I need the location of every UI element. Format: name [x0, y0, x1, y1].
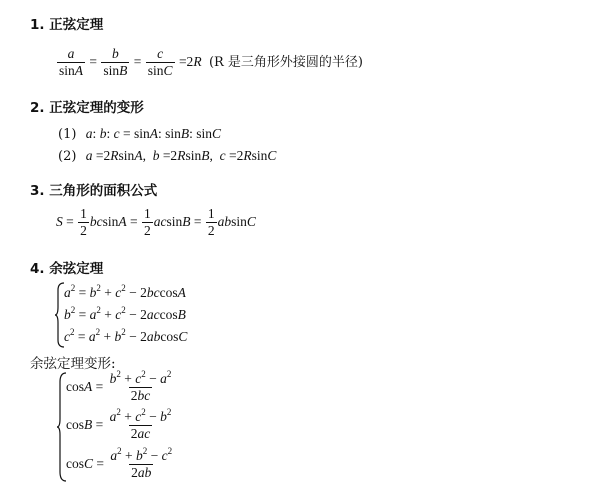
cosine-law-a: $a^2 = b^2 + c^2 - 2bccosA$ [64, 282, 186, 300]
fraction-c-over-sinC: $\frac{c}{\sin C}$ [147, 46, 173, 79]
fraction-one-half: $\frac{1}{2}$ [144, 206, 151, 239]
cosine-variant-heading: 余弦定理变形: [30, 356, 116, 372]
sine-expansion-line: (2) a =2RsinA, b =2RsinB, c =2RsinC [58, 148, 277, 164]
fraction-b-over-sinB: $\frac{b}{\sin B}$ [103, 46, 128, 79]
cosC-formula: cosC = $\frac{a^2 + b^2 - c^2}{2ab}$ [66, 445, 173, 481]
circumradius-note: (R 是三角形外接圆的半径) [208, 54, 364, 70]
item-label-1: (1) [58, 127, 77, 142]
section-2-title: 2. 正弦定理的变形 [30, 100, 144, 116]
cosB-formula: cosB = $\frac{a^2 + c^2 - b^2}{2ac}$ [66, 406, 172, 442]
cosine-law-b: $b^2 = a^2 + c^2 - 2accosB$ [64, 304, 186, 322]
law-of-sines-formula: $\frac{a}{\sin A}$ = $\frac{b}{\sin B}$ = $\frac{c}{\sin C}$ =2R (R 是三角形外接圆的半径) [59, 46, 364, 79]
fraction-one-half: $\frac{1}{2}$ [80, 206, 87, 239]
item-label-2: (2) [58, 149, 77, 164]
cosine-law-c: $c^2 = a^2 + b^2 - 2abcosC$ [64, 326, 188, 344]
section-3-title: 3. 三角形的面积公式 [30, 183, 158, 199]
cosA-formula: cosA = $\frac{b^2 + c^2 - a^2}{2bc}$ [66, 368, 172, 404]
sine-ratio-line: (1) a: b: c = sinA: sinB: sinC [58, 126, 221, 142]
triangle-area-formula: S = $\frac{1}{2}$ bcsinA = $\frac{1}{2}$ acsinB = $\frac{1}{2}$ absinC [56, 206, 256, 239]
equals-2R: =2R [178, 53, 202, 69]
fraction-cosC: $\frac{a^2 + b^2 - c^2}{2ab}$ [110, 445, 173, 481]
fraction-cosB: $\frac{a^2 + c^2 - b^2}{2ac}$ [109, 406, 172, 442]
fraction-one-half: $\frac{1}{2}$ [207, 206, 215, 239]
section-4-title: 4. 余弦定理 [30, 261, 104, 277]
fraction-a-over-sinA: $\frac{a}{\sin A}$ [59, 46, 84, 79]
section-1-title: 1. 正弦定理 [30, 17, 104, 33]
fraction-cosA: $\frac{b^2 + c^2 - a^2}{2bc}$ [109, 368, 172, 404]
